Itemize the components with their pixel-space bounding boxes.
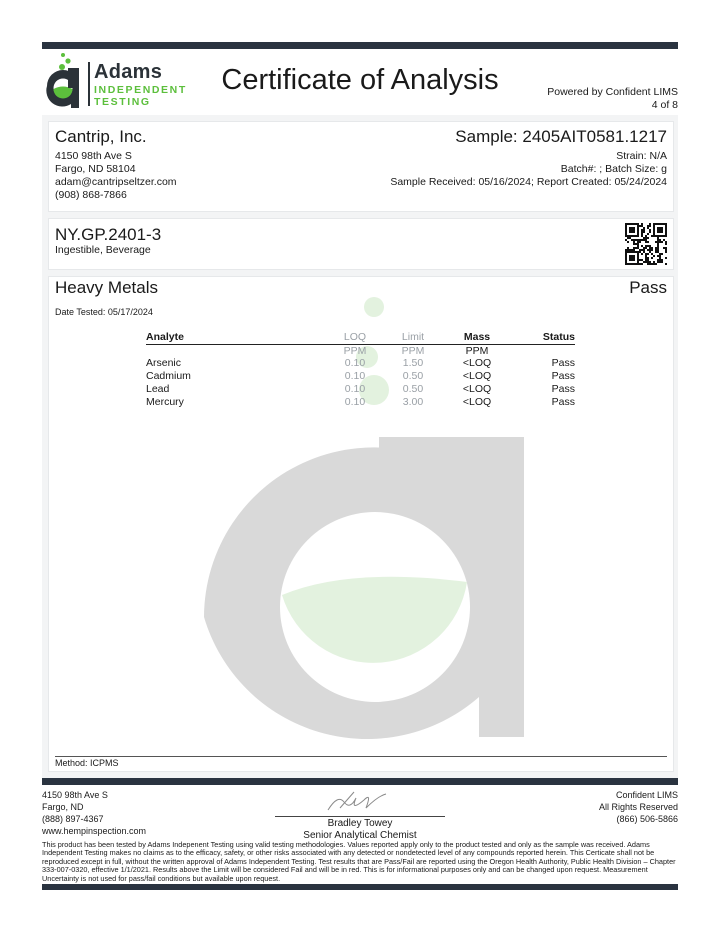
loq-value: 0.10 [344, 382, 366, 395]
section-title: Heavy Metals [55, 278, 158, 297]
footer-lims-info [478, 789, 678, 825]
status-value: Pass [551, 395, 575, 408]
header-status: Status [512, 331, 575, 344]
sample-batch: Batch#: ; Batch Size: g [560, 163, 667, 175]
loq-value: 0.10 [344, 395, 366, 408]
top-bar [42, 42, 678, 49]
analyte-name: Cadmium [146, 370, 191, 383]
qr-code-icon [625, 223, 667, 265]
logo-line-independent: INDEPENDENT [94, 84, 187, 96]
powered-by: Powered by Confident LIMS [547, 86, 678, 98]
mass-value: <LOQ [462, 357, 492, 370]
unit-loq: PPM [343, 344, 367, 357]
client-panel [48, 121, 674, 212]
page-title: Certificate of Analysis [221, 64, 499, 96]
table-row [146, 383, 575, 396]
mass-value: <LOQ [462, 382, 492, 395]
limit-value: 0.50 [402, 382, 424, 395]
unit-mass: PPM [465, 344, 489, 357]
unit-status [512, 344, 575, 357]
status-value: Pass [551, 382, 575, 395]
table-row [146, 370, 575, 383]
signature-line [275, 816, 445, 817]
page-number: 4 of 8 [651, 99, 678, 111]
analyte-name: Mercury [146, 395, 184, 408]
table-header-row [146, 331, 575, 344]
signer-name: Bradley Towey [327, 818, 393, 829]
header-limit: Limit [384, 331, 442, 344]
sample-strain: Strain: N/A [616, 150, 667, 162]
product-type: Ingestible, Beverage [55, 244, 151, 256]
heavy-metals-panel [48, 276, 674, 772]
footer-rights: All Rights Reserved [598, 802, 678, 812]
status-value: Pass [551, 370, 575, 383]
method-label: Method: ICPMS [55, 758, 119, 768]
footer-bar [42, 778, 678, 785]
footer-lab-address [42, 789, 146, 837]
product-code: NY.GP.2401-3 [55, 225, 162, 244]
header-loq: LOQ [326, 331, 384, 344]
unit-limit: PPM [401, 344, 425, 357]
analyte-name: Arsenic [146, 357, 182, 370]
units-row [146, 344, 575, 357]
footer-website-link[interactable]: www.hempinspection.com [42, 826, 147, 836]
logo-word: Adams [94, 61, 163, 83]
footer-address-line: 4150 98th Ave S [42, 790, 108, 800]
table-row [146, 357, 575, 370]
client-name: Cantrip, Inc. [55, 127, 147, 146]
signature-icon [320, 788, 400, 816]
client-email: adam@cantripseltzer.com [55, 176, 177, 188]
mass-value: <LOQ [462, 370, 492, 383]
status-value: Pass [551, 357, 575, 370]
logo-line-testing: TESTING [94, 96, 151, 108]
loq-value: 0.10 [344, 370, 366, 383]
product-panel [48, 218, 674, 270]
sample-dates: Sample Received: 05/16/2024; Report Created: 05/24/2024 [390, 176, 667, 188]
footer-city-line: Fargo, ND [42, 802, 84, 812]
mass-value: <LOQ [462, 395, 492, 408]
results-table [146, 331, 575, 408]
table-row [146, 396, 575, 409]
footer-lims-name: Confident LIMS [615, 790, 678, 800]
header-analyte: Analyte [146, 331, 326, 344]
date-tested: Date Tested: 05/17/2024 [55, 307, 153, 317]
header-mass: Mass [442, 331, 512, 344]
client-phone: (908) 868-7866 [55, 189, 127, 201]
sample-id: Sample: 2405AIT0581.1217 [455, 127, 667, 146]
footer-phone-line: (888) 897-4367 [42, 814, 104, 824]
client-address-2: Fargo, ND 58104 [55, 163, 136, 175]
analyte-name: Lead [146, 382, 170, 395]
limit-value: 3.00 [402, 395, 424, 408]
company-logo [42, 52, 202, 108]
bottom-bar [42, 884, 678, 890]
client-address-1: 4150 98th Ave S [55, 150, 132, 162]
method-divider [55, 756, 667, 757]
section-result: Pass [629, 278, 667, 297]
loq-value: 0.10 [344, 357, 366, 370]
limit-value: 0.50 [402, 370, 424, 383]
footer-lims-phone: (866) 506-5866 [616, 814, 678, 824]
signer-title: Senior Analytical Chemist [303, 830, 417, 841]
limit-value: 1.50 [402, 357, 424, 370]
unit-analyte [146, 344, 326, 357]
disclaimer-text: This product has been tested by Adams Indepenent Testing using valid testing methodologies. Values reported apply only to the product tested and only as the sample was received. Adams Independent Testing makes no claims as to the efficacy, safety, or other risks associated with any detected or nondetected level of any compounds reported herein. This Certicate shall not be reproduced except in full, without the written approval of Adams Independent Testing. Test results that are Pass/Fail are reported using the Oregon Health Authority, Public Health Division – Chapter 333-007-0320, effective 1/1/2021. Results above the Limit will be considered Fail and will be in red. This is for informational purposes only and can be changed upon request. Measurement Uncertainty is not used for pass/fail conditions but available upon request. [42, 840, 676, 883]
